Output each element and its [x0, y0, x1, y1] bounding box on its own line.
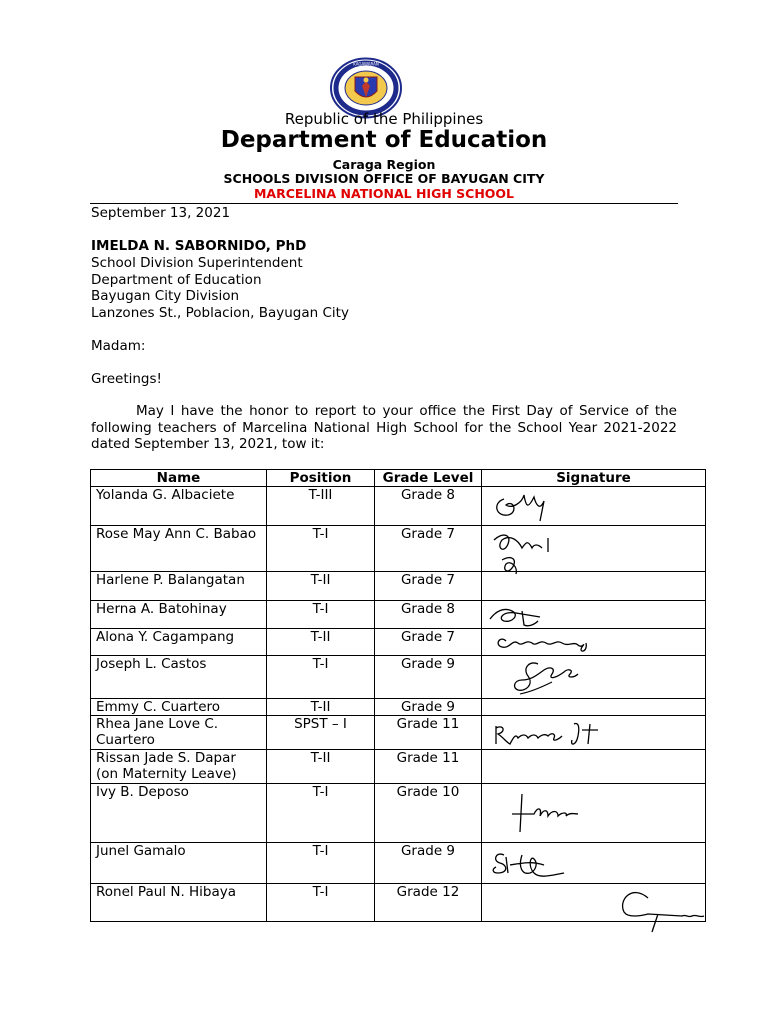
- signature-cell: [482, 884, 706, 922]
- teacher-grade-level: Grade 9: [375, 656, 482, 699]
- teacher-position: T-I: [267, 526, 375, 572]
- handwritten-signature: [482, 884, 706, 922]
- column-header-signature: Signature: [482, 470, 706, 487]
- teacher-name: Joseph L. Castos: [91, 656, 267, 699]
- teacher-grade-level: Grade 8: [375, 601, 482, 629]
- recipient-line: Lanzones St., Poblacion, Bayugan City: [91, 305, 349, 321]
- teacher-name: Junel Gamalo: [91, 843, 267, 884]
- teacher-position: T-I: [267, 884, 375, 922]
- handwritten-signature: [482, 629, 706, 656]
- teacher-name: Ronel Paul N. Hibaya: [91, 884, 267, 922]
- handwritten-signature: [482, 487, 706, 526]
- column-header-position: Position: [267, 470, 375, 487]
- table-row: [91, 784, 706, 843]
- teacher-position: T-II: [267, 699, 375, 716]
- teacher-grade-level: Grade 11: [375, 750, 482, 784]
- division-office-line: SCHOOLS DIVISION OFFICE OF BAYUGAN CITY: [223, 171, 545, 186]
- teacher-name: Emmy C. Cuartero: [91, 699, 267, 716]
- teacher-name: Rhea Jane Love C. Cuartero: [91, 716, 267, 750]
- teacher-grade-level: Grade 9: [375, 843, 482, 884]
- teacher-position: T-III: [267, 487, 375, 526]
- teacher-grade-level: Grade 8: [375, 487, 482, 526]
- teacher-name: Rissan Jade S. Dapar (on Maternity Leave): [91, 750, 267, 784]
- teacher-grade-level: Grade 11: [375, 716, 482, 750]
- signature-cell: [482, 716, 706, 750]
- salutation: Madam:: [91, 338, 146, 354]
- teacher-grade-level: Grade 10: [375, 784, 482, 843]
- teacher-grade-level: Grade 7: [375, 572, 482, 601]
- body-paragraph: [91, 403, 677, 453]
- table-row: [91, 572, 706, 601]
- teacher-position: SPST – I: [267, 716, 375, 750]
- teacher-position: T-I: [267, 656, 375, 699]
- teacher-grade-level: Grade 7: [375, 629, 482, 656]
- teacher-position: T-II: [267, 629, 375, 656]
- table-row: [91, 601, 706, 629]
- signature-cell: [482, 572, 706, 601]
- signature-cell: [482, 656, 706, 699]
- table-row: [91, 884, 706, 922]
- letter-date: September 13, 2021: [91, 205, 231, 221]
- body-line: dated September 13, 2021, tow it:: [91, 436, 325, 452]
- signature-cell: [482, 526, 706, 572]
- signature-cell: [482, 750, 706, 784]
- table-row: [91, 656, 706, 699]
- teacher-name: Harlene P. Balangatan: [91, 572, 267, 601]
- handwritten-signature: [482, 843, 706, 884]
- teacher-name: Herna A. Batohinay: [91, 601, 267, 629]
- teacher-name: Yolanda G. Albaciete: [91, 487, 267, 526]
- recipient-line: Bayugan City Division: [91, 288, 240, 304]
- recipient-line: Department of Education: [91, 272, 262, 288]
- table-row: [91, 699, 706, 716]
- teacher-name: Rose May Ann C. Babao: [91, 526, 267, 572]
- handwritten-signature: [482, 526, 706, 572]
- handwritten-signature: [482, 656, 706, 699]
- recipient-name: IMELDA N. SABORNIDO, PhD: [91, 238, 307, 254]
- handwritten-signature: [482, 716, 706, 750]
- signature-cell: [482, 843, 706, 884]
- table-row: [91, 750, 706, 784]
- body-line: following teachers of Marcelina National High School for the School Year 2021-2022: [91, 419, 677, 436]
- teacher-position: T-I: [267, 601, 375, 629]
- table-row: [91, 843, 706, 884]
- teacher-grade-level: Grade 12: [375, 884, 482, 922]
- table-row: [91, 716, 706, 750]
- svg-text:KAGAWARAN: KAGAWARAN: [353, 61, 379, 67]
- greeting: Greetings!: [91, 371, 162, 387]
- column-header-grade-level: Grade Level: [375, 470, 482, 487]
- teacher-name: Alona Y. Cagampang: [91, 629, 267, 656]
- signature-cell: [482, 487, 706, 526]
- signature-cell: [482, 699, 706, 716]
- republic-line: Republic of the Philippines: [284, 110, 484, 128]
- region-line: Caraga Region: [332, 157, 436, 172]
- handwritten-signature: [482, 784, 706, 843]
- department-title: Department of Education: [220, 127, 548, 153]
- teacher-position: T-I: [267, 784, 375, 843]
- signature-cell: [482, 629, 706, 656]
- table-row: [91, 487, 706, 526]
- recipient-line: School Division Superintendent: [91, 255, 303, 271]
- signature-cell: [482, 601, 706, 629]
- handwritten-signature: [482, 601, 706, 629]
- teacher-name: Ivy B. Deposo: [91, 784, 267, 843]
- column-header-name: Name: [91, 470, 267, 487]
- teacher-position: T-II: [267, 572, 375, 601]
- table-row: [91, 526, 706, 572]
- table-header-row: [91, 470, 706, 487]
- table-row: [91, 629, 706, 656]
- body-line: May I have the honor to report to your office the First Day of Service of the: [136, 403, 677, 419]
- header-divider: [90, 203, 678, 204]
- signature-cell: [482, 784, 706, 843]
- teacher-roster-table: [90, 469, 706, 922]
- school-name: MARCELINA NATIONAL HIGH SCHOOL: [253, 186, 515, 201]
- teacher-grade-level: Grade 7: [375, 526, 482, 572]
- teacher-grade-level: Grade 9: [375, 699, 482, 716]
- teacher-position: T-I: [267, 843, 375, 884]
- teacher-position: T-II: [267, 750, 375, 784]
